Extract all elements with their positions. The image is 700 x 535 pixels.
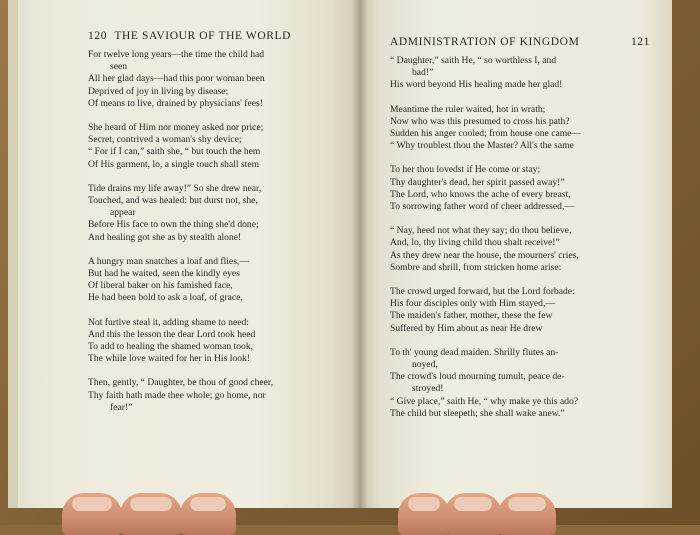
verse-line: fear!” bbox=[110, 401, 133, 413]
running-head: THE SAVIOUR OF THE WORLD bbox=[114, 30, 292, 42]
stanza bbox=[390, 286, 650, 335]
verse-line: Sudden his anger cooled; from house one came— bbox=[390, 128, 582, 140]
verse-line: All her glad days—had this poor woman been bbox=[88, 73, 265, 85]
verse-line: He had been bold to ask a loaf, of grace, bbox=[88, 292, 243, 304]
stanza bbox=[390, 225, 650, 274]
poem-body bbox=[88, 49, 340, 414]
verse-line: bad!” bbox=[412, 67, 434, 79]
finger bbox=[398, 493, 450, 535]
page-number: 121 bbox=[630, 36, 650, 48]
verse-line: She heard of Him nor money asked nor price; bbox=[88, 122, 264, 134]
verse-line: And, lo, thy living child thou shalt receive!” bbox=[390, 237, 560, 249]
verse-line: And healing got she as by stealth alone! bbox=[88, 231, 242, 243]
verse-line: Tide drains my life away!” So she drew near, bbox=[88, 182, 262, 194]
verse-line: Sombre and shrill, from stricken home arise: bbox=[390, 261, 562, 273]
verse-line: “ Nay, heed not what they say; do thou believe, bbox=[390, 225, 572, 237]
stanza bbox=[390, 347, 650, 420]
stanza bbox=[88, 256, 340, 305]
book-gutter bbox=[352, 0, 368, 508]
verse-line: The while love waited for her in His look! bbox=[88, 353, 250, 365]
open-book bbox=[8, 0, 672, 510]
finger bbox=[498, 493, 556, 535]
verse-line: Not furtive steal it, adding shame to need: bbox=[88, 316, 249, 328]
verse-line: For twelve long years—the time the child had bbox=[88, 49, 265, 60]
verse-line: “ Daughter,” saith He, “ so worthless I, and bbox=[390, 55, 557, 66]
verse-line: Secret, contrived a woman's shy device; bbox=[88, 134, 242, 146]
verse-line: The maiden's father, mother, these the few bbox=[390, 310, 553, 322]
right-page bbox=[360, 0, 672, 508]
page-number: 120 bbox=[88, 30, 108, 42]
verse-line: seen bbox=[110, 61, 128, 73]
stanza bbox=[88, 122, 340, 171]
verse-line: Thy faith hath made thee whole; go home, nor bbox=[88, 389, 266, 401]
verse-line: Of His garment, lo, a single touch shall stem bbox=[88, 158, 260, 170]
verse-line: To sorrowing father word of cheer addressed,— bbox=[390, 201, 574, 213]
verse-line: To her thou lovedst if He come or stay; bbox=[390, 164, 541, 176]
running-head: ADMINISTRATION OF KINGDOM bbox=[390, 36, 580, 48]
verse-line: But had he waited, seen the kindly eyes bbox=[88, 268, 240, 280]
left-page-header bbox=[88, 30, 340, 42]
verse-line: “ For if I can,” saith she, “ but touch the hem bbox=[88, 146, 261, 158]
stanza bbox=[390, 164, 650, 213]
verse-line: Of liberal baker on his famished face, bbox=[88, 280, 233, 292]
verse-line: As they drew near the house, the mourners' cries, bbox=[390, 249, 579, 261]
verse-line: Touched, and was healed: but durst not, she, bbox=[88, 195, 258, 207]
verse-line: To th' young dead maiden. Shrilly flutes an- bbox=[390, 346, 559, 358]
right-page-header bbox=[390, 36, 650, 48]
stanza bbox=[390, 104, 650, 153]
verse-line: noyed, bbox=[412, 359, 438, 371]
verse-line: Before His face to own the thing she'd done; bbox=[88, 219, 259, 231]
verse-line: To add to healing the shamed woman took, bbox=[88, 341, 254, 353]
verse-line: appear bbox=[110, 207, 136, 219]
poem-body bbox=[390, 55, 650, 420]
verse-line: And this the lesson the dear Lord took heed bbox=[88, 328, 256, 340]
left-page bbox=[8, 0, 360, 508]
verse-line: Suffered by Him about as near He drew bbox=[390, 322, 543, 334]
verse-line: “ Why troublest thou the Master? All's the same bbox=[390, 140, 574, 152]
verse-line: Meantime the ruler waited, hot in wrath; bbox=[390, 103, 546, 115]
verse-line: The child but sleepeth; she shall wake anew.” bbox=[390, 407, 565, 419]
finger bbox=[180, 493, 236, 535]
verse-line: Then, gently, “ Daughter, be thou of good cheer, bbox=[88, 377, 274, 389]
verse-line: Now who was this presumed to cross his path? bbox=[390, 115, 570, 127]
verse-line: The Lord, who knows the ache of every breast, bbox=[390, 188, 571, 200]
stanza bbox=[88, 317, 340, 366]
verse-line: His four disciples only with Him stayed,— bbox=[390, 298, 555, 310]
verse-line: Thy daughter's dead, her spirit passed away!” bbox=[390, 176, 565, 188]
finger bbox=[120, 493, 182, 535]
stanza bbox=[390, 55, 650, 92]
stanza bbox=[88, 377, 340, 414]
verse-line: The crowd's loud mourning tumult, peace de- bbox=[390, 371, 565, 383]
verse-line: Deprived of joy in living by disease; bbox=[88, 85, 229, 97]
verse-line: stroyed! bbox=[412, 383, 444, 395]
verse-line: Of means to live, drained by physicians' fees! bbox=[88, 97, 263, 109]
stanza bbox=[88, 49, 340, 110]
verse-line: “ Give place,” saith He, “ why make ye this ado? bbox=[390, 395, 579, 407]
verse-line: His word beyond His healing made her glad! bbox=[390, 79, 563, 91]
finger bbox=[62, 493, 122, 535]
finger bbox=[444, 493, 502, 535]
verse-line: A hungry man snatches a loaf and flies,— bbox=[88, 255, 249, 267]
verse-line: The crowd urged forward, but the Lord forbade: bbox=[390, 286, 575, 298]
stanza bbox=[88, 183, 340, 244]
